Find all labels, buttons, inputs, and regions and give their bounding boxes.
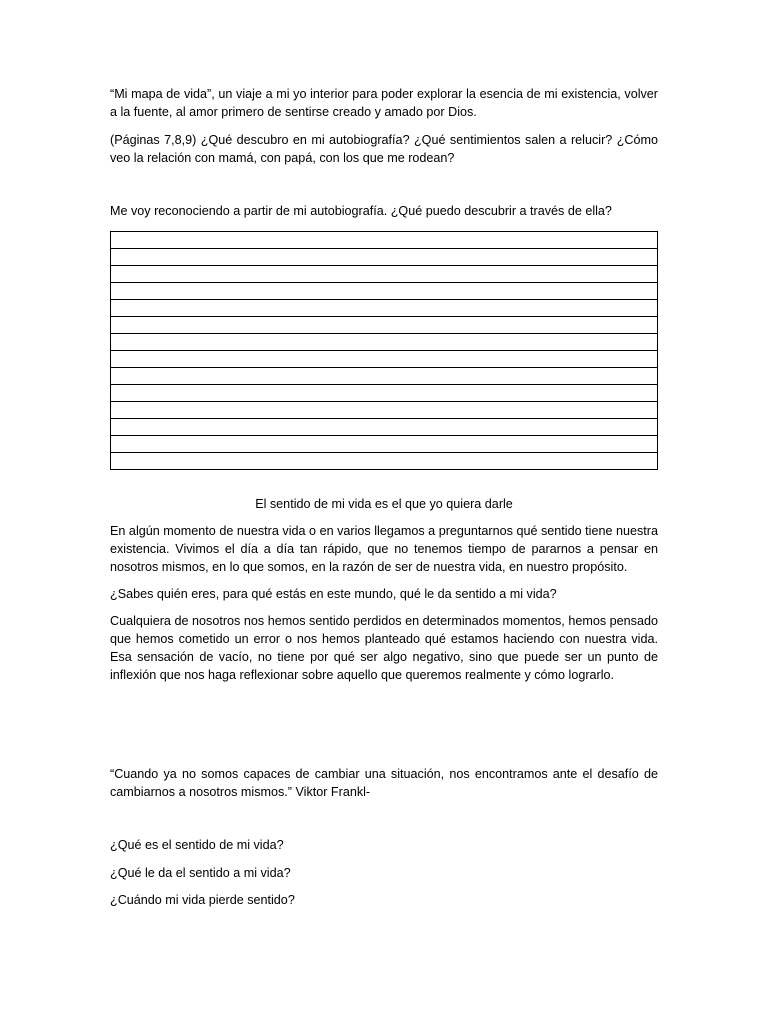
writing-table-row (111, 402, 658, 419)
writing-table-row (111, 368, 658, 385)
writing-table-row (111, 266, 658, 283)
section-title: El sentido de mi vida es el que yo quiera darle (255, 497, 513, 511)
writing-table-row (111, 385, 658, 402)
writing-table-cell[interactable] (111, 436, 658, 453)
writing-table-cell[interactable] (111, 249, 658, 266)
writing-table-row (111, 351, 658, 368)
writing-table-cell[interactable] (111, 334, 658, 351)
paragraph-perdidos: Cualquiera de nosotros nos hemos sentido perdidos en determinados momentos, hemos pensado que hemos cometido un error o nos hemos planteado qué estamos haciendo con nuestra vida. Esa sensación de vacío, no tiene por qué ser algo negativo, sino que puede ser un punto de inflexión que nos haga reflexionar sobre aquello que queremos realmente y cómo lograrlo. (110, 614, 658, 682)
writing-table-row (111, 334, 658, 351)
writing-table (110, 231, 658, 470)
writing-table-row (111, 232, 658, 249)
writing-table-row (111, 419, 658, 436)
question-item: ¿Cuándo mi vida pierde sentido? (110, 893, 295, 907)
writing-table-row (111, 317, 658, 334)
writing-table-cell[interactable] (111, 266, 658, 283)
question-sabes-quien-eres: ¿Sabes quién eres, para qué estás en este mundo, qué le da sentido a mi vida? (110, 587, 557, 601)
writing-table-row (111, 283, 658, 300)
writing-table-body (111, 232, 658, 470)
intro-paragraph: “Mi mapa de vida”, un viaje a mi yo interior para poder explorar la esencia de mi existencia, volver a la fuente, al amor primero de sentirse creado y amado por Dios. (110, 87, 658, 119)
writing-table-row (111, 300, 658, 317)
pages-question-paragraph: (Páginas 7,8,9) ¿Qué descubro en mi autobiografía? ¿Qué sentimientos salen a relucir? ¿Cómo veo la relación con mamá, con papá, con los que me rodean? (110, 133, 658, 165)
question-item: ¿Qué le da el sentido a mi vida? (110, 866, 291, 880)
writing-table-row (111, 453, 658, 470)
writing-table-cell[interactable] (111, 300, 658, 317)
writing-table-cell[interactable] (111, 368, 658, 385)
writing-table-cell[interactable] (111, 402, 658, 419)
writing-table-cell[interactable] (111, 317, 658, 334)
frankl-quote: “Cuando ya no somos capaces de cambiar una situación, nos encontramos ante el desafío de cambiarnos a nosotros mismos.” Viktor Frankl- (110, 767, 658, 799)
writing-table-row (111, 436, 658, 453)
writing-table-cell[interactable] (111, 453, 658, 470)
writing-table-cell[interactable] (111, 283, 658, 300)
writing-table-cell[interactable] (111, 232, 658, 249)
writing-table-cell[interactable] (111, 385, 658, 402)
table-prompt: Me voy reconociendo a partir de mi autobiografía. ¿Qué puedo descubrir a través de ella? (110, 204, 612, 218)
writing-table-cell[interactable] (111, 419, 658, 436)
writing-table-row (111, 249, 658, 266)
writing-table-cell[interactable] (111, 351, 658, 368)
paragraph-sentido: En algún momento de nuestra vida o en varios llegamos a preguntarnos qué sentido tiene nuestra existencia. Vivimos el día a día tan rápido, que no tenemos tiempo de pararnos a pensar en nosotros mismos, en lo que somos, en la razón de ser de nuestra vida, en nuestro propósito. (110, 524, 658, 574)
question-item: ¿Qué es el sentido de mi vida? (110, 838, 284, 852)
